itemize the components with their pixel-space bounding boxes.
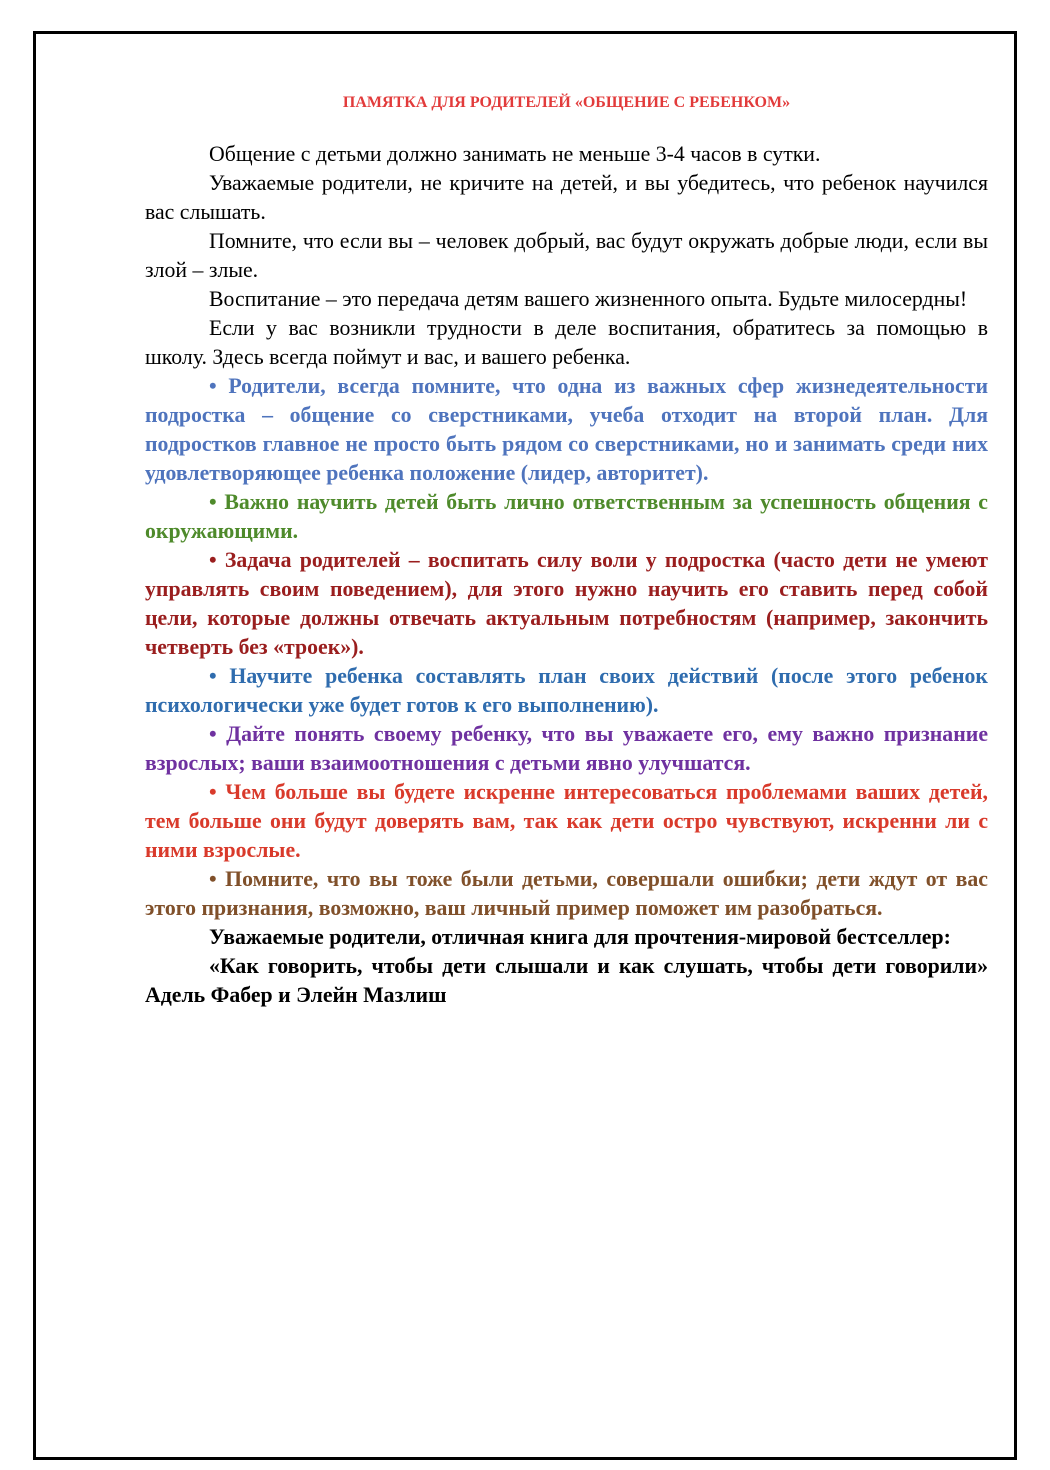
bullet-action-plan: • Научите ребенка составлять план своих действий (после этого ребенок психологически уже будет готов к его выполнению). — [145, 664, 988, 717]
bullet-responsibility: • Важно научить детей быть лично ответственным за успешность общения с окружающими. — [145, 490, 988, 543]
paragraph-upbringing: Воспитание – это передача детям вашего жизненного опыта. Будьте милосердны! — [209, 287, 968, 311]
bullet-remember-childhood: • Помните, что вы тоже были детьми, совершали ошибки; дети ждут от вас этого признания, возможно, ваш личный пример поможет им разобраться. — [145, 867, 988, 920]
paragraph-kindness: Помните, что если вы – человек добрый, вас будут окружать добрые люди, если вы злой – злые. — [145, 229, 988, 282]
bullet-respect: • Дайте понять своему ребенку, что вы уважаете его, ему важно признание взрослых; ваши взаимоотношения с детьми явно улучшатся. — [145, 722, 988, 775]
paragraph-book-title: «Как говорить, чтобы дети слышали и как слушать, чтобы дети говорили» Адель Фабер и Элейн Мазлиш — [145, 954, 988, 1007]
paragraph-dont-shout: Уважаемые родители, не кричите на детей, и вы убедитесь, что ребенок научился вас слышать. — [145, 171, 988, 224]
document-body — [145, 88, 988, 1010]
paragraph-school-help: Если у вас возникли трудности в деле воспитания, обратитесь за помощью в школу. Здесь всегда поймут и вас, и вашего ребенка. — [145, 316, 988, 369]
bullet-interest: • Чем больше вы будете искренне интересоваться проблемами ваших детей, тем больше они будут доверять вам, так как дети остро чувствуют, искренни ли с ними взрослые. — [145, 780, 988, 862]
document-title: ПАМЯТКА ДЛЯ РОДИТЕЛЕЙ «ОБЩЕНИЕ С РЕБЕНКОМ» — [342, 94, 791, 111]
paragraph-communication-time: Общение с детьми должно занимать не меньше 3-4 часов в сутки. — [209, 142, 821, 166]
bullet-willpower: • Задача родителей – воспитать силу воли у подростка (часто дети не умеют управлять своим поведением), для этого нужно научить его ставить перед собой цели, которые должны отвечать актуальным потребностям (например, закончить четверть без «троек»). — [145, 548, 988, 659]
paragraph-book-recommendation: Уважаемые родители, отличная книга для прочтения-мировой бестселлер: — [209, 925, 951, 949]
bullet-peers: • Родители, всегда помните, что одна из важных сфер жизнедеятельности подростка – общение со сверстниками, учеба отходит на второй план. Для подростков главное не просто быть рядом со сверстниками, но и занимать среди них удовлетворяющее ребенка положение (лидер, авторитет). — [145, 374, 988, 485]
